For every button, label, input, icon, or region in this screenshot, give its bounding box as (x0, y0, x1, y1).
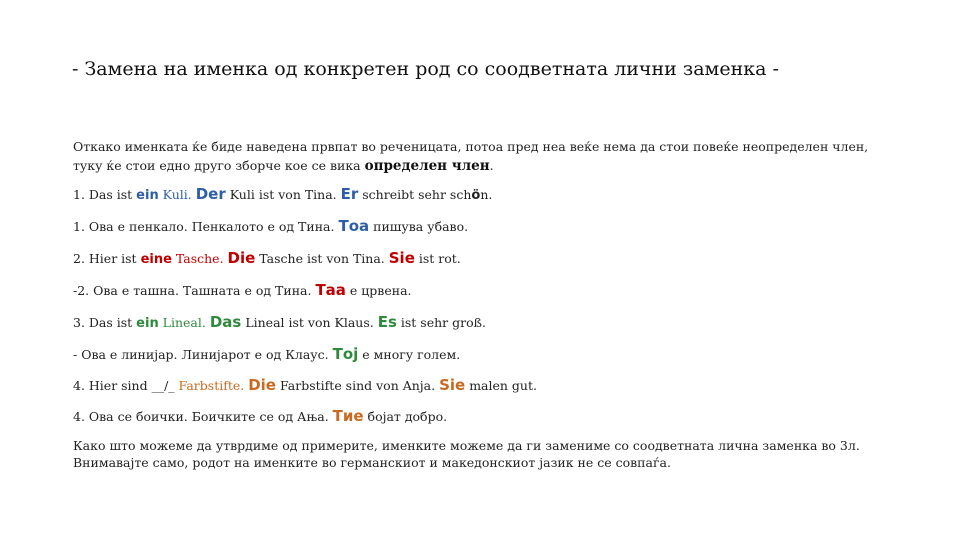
definite-article-term: определен член (364, 158, 490, 174)
pronoun-or-article: Das (209, 313, 242, 331)
line-segment: Farbstifte sind von Anja. (276, 378, 440, 393)
line-segment: Tasche. (171, 251, 228, 266)
line-segment: schreibt sehr sch (358, 187, 472, 202)
intro-end: . (489, 158, 494, 173)
pronoun-or-article: Тој (332, 345, 359, 363)
line-segment: 4. Hier sind __/_ (73, 378, 179, 393)
line-segment: Lineal. (158, 315, 210, 330)
example-line (73, 345, 913, 363)
line-segment: е многу голем. (358, 347, 461, 362)
line-segment: ein (136, 316, 159, 331)
example-line (73, 217, 913, 235)
pronoun-or-article: Sie (388, 249, 415, 267)
line-segment: Tasche ist von Tina. (255, 251, 389, 266)
line-segment: 4. Ова се боички. Боичките се од Ања. (73, 409, 333, 424)
example-line (73, 185, 913, 203)
line-segment: 1. Ова е пенкало. Пенкалото е од Тина. (73, 219, 339, 234)
pronoun-or-article: Die (248, 376, 276, 394)
line-segment: 2. Hier ist (73, 251, 141, 266)
example-line (73, 249, 913, 267)
pronoun-or-article: Es (377, 313, 397, 331)
line-segment: Lineal ist von Klaus. (241, 315, 378, 330)
line-segment: eine (140, 252, 172, 267)
page-title: - Замена на именка од конкретен род со соодветната лични заменка - (72, 58, 779, 80)
line-segment: -2. Ова е ташна. Ташната е од Тина. (73, 283, 316, 298)
intro-paragraph (73, 137, 893, 176)
conclusion-paragraph: Како што можеме да утврдиме од примерите, именките можеме да ги замениме со соодветната лична заменка во 3л. Внимавајте само, родот на именките во германскиот и македонскиот јазик не се совпаѓа. (73, 438, 860, 470)
line-segment: 3. Das ist (73, 315, 137, 330)
line-segment: пишува убаво. (369, 219, 469, 234)
pronoun-or-article: Тие (332, 407, 364, 425)
line-segment: ist sehr groß. (396, 315, 486, 330)
example-line (73, 407, 913, 425)
line-segment: malen gut. (465, 378, 537, 393)
line-segment: Farbstifte. (178, 378, 249, 393)
pronoun-or-article: Таа (315, 281, 346, 299)
intro-text: Откако именката ќе биде наведена првпат во реченицата, потоа пред неа веќе нема да стои повеќе неопределен член, туку ќе стои едно друго зборче кое се вика (73, 139, 869, 173)
line-segment: Kuli ist von Tina. (225, 187, 341, 202)
pronoun-or-article: Тоа (338, 217, 370, 235)
line-segment: 1. Das ist (73, 187, 137, 202)
example-line (73, 376, 913, 394)
line-segment: ö (471, 188, 481, 203)
example-line (73, 281, 913, 299)
example-line (73, 313, 913, 331)
line-segment: ist rot. (414, 251, 461, 266)
pronoun-or-article: Die (227, 249, 256, 267)
line-segment: - Ова е линијар. Линијарот е од Клаус. (73, 347, 333, 362)
line-segment: ein (136, 188, 159, 203)
pronoun-or-article: Sie (439, 376, 466, 394)
line-segment: Kuli. (158, 187, 196, 202)
pronoun-or-article: Er (340, 185, 359, 203)
line-segment: бојат добро. (363, 409, 448, 424)
line-segment: е црвена. (345, 283, 412, 298)
line-segment: n. (480, 187, 493, 202)
pronoun-or-article: Der (195, 185, 226, 203)
